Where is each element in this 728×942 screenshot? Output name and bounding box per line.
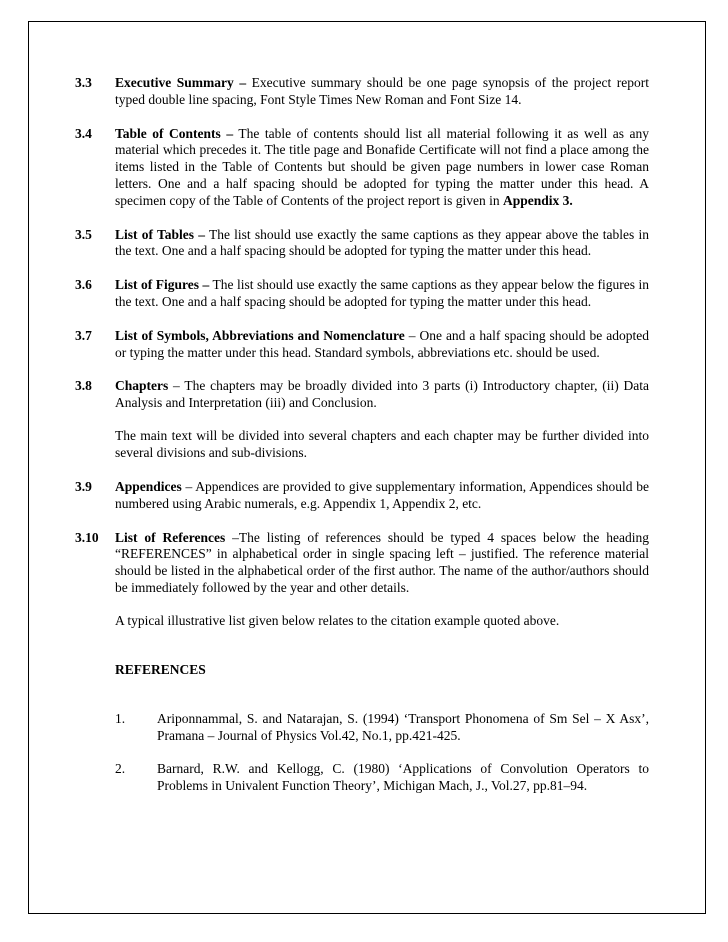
section-label: Chapters bbox=[115, 378, 169, 394]
section-paragraph bbox=[115, 378, 649, 412]
section-3-9 bbox=[75, 479, 649, 513]
section-number: 3.10 bbox=[75, 529, 99, 545]
document-content bbox=[75, 75, 649, 795]
section-body bbox=[115, 126, 649, 210]
section-number: 3.4 bbox=[75, 125, 92, 141]
section-number: 3.6 bbox=[75, 277, 92, 293]
section-3-8 bbox=[75, 378, 649, 462]
section-paragraph bbox=[115, 227, 649, 261]
section-paragraph bbox=[115, 530, 649, 597]
reference-item bbox=[115, 761, 649, 795]
section-text: – Appendices are provided to give supplementary information, Appendices should be numbered using Arabic numerals, e.g. Appendix 1, Appendix 2, etc. bbox=[115, 479, 649, 511]
section-body bbox=[115, 277, 649, 311]
section-paragraph bbox=[115, 277, 649, 311]
section-3-7 bbox=[75, 328, 649, 362]
section-paragraph bbox=[115, 328, 649, 362]
section-3-5 bbox=[75, 227, 649, 261]
section-text: – One and a half spacing should be adopted or typing the matter under this head. Standard symbols, abbreviations etc. should be used. bbox=[115, 327, 649, 360]
references-heading: REFERENCES bbox=[115, 662, 206, 678]
section-label: List of References bbox=[115, 529, 226, 545]
section-3-4 bbox=[75, 126, 649, 210]
section-number: 3.3 bbox=[75, 75, 92, 90]
section-text: – The chapters may be broadly divided into 3 parts (i) Introductory chapter, (ii) Data Analysis and Interpretation (iii) and Conclusion. bbox=[115, 378, 649, 411]
section-body bbox=[115, 378, 649, 462]
section-label: Executive Summary – bbox=[115, 75, 247, 90]
appendix-reference: Appendix 3. bbox=[502, 192, 573, 208]
section-3-6 bbox=[75, 277, 649, 311]
reference-text: Ariponnammal, S. and Natarajan, S. (1994) ‘Transport Phonomena of Sm Sel – X Asx’, Pramana – Journal of Physics Vol.42, No.1, pp.421-425. bbox=[157, 710, 649, 743]
reference-number: 1. bbox=[115, 710, 126, 726]
section-text: The list should use exactly the same captions as they appear below the figures in the text. One and a half spacing should be adopted for typing the matter under this head. bbox=[115, 277, 649, 309]
section-label: Table of Contents – bbox=[115, 125, 234, 141]
section-extra-paragraph: A typical illustrative list given below relates to the citation example quoted above. bbox=[115, 613, 560, 629]
section-paragraph bbox=[115, 126, 649, 210]
section-3-10 bbox=[75, 530, 649, 630]
section-3-3 bbox=[75, 75, 649, 109]
section-body bbox=[115, 479, 649, 513]
section-label: List of Figures – bbox=[115, 277, 210, 293]
reference-text: Barnard, R.W. and Kellogg, C. (1980) ‘Applications of Convolution Operators to Problems in Univalent Function Theory’, Michigan Mach, J., Vol.27, pp.81–94. bbox=[157, 761, 649, 793]
section-number: 3.7 bbox=[75, 327, 92, 343]
section-paragraph bbox=[115, 75, 649, 109]
section-paragraph bbox=[115, 479, 649, 513]
section-body bbox=[115, 328, 649, 362]
section-label: List of Tables – bbox=[115, 226, 205, 242]
section-text: Executive summary should be one page synopsis of the project report typed double line spacing, Font Style Times New Roman and Font Size 14. bbox=[115, 75, 649, 107]
reference-item bbox=[115, 711, 649, 745]
section-label: Appendices bbox=[115, 479, 182, 495]
section-number: 3.5 bbox=[75, 226, 92, 242]
section-body bbox=[115, 227, 649, 261]
section-extra-paragraph: The main text will be divided into several chapters and each chapter may be further divided into several divisions and sub-divisions. bbox=[115, 428, 649, 461]
section-text: The list should use exactly the same captions as they appear above the tables in the text. One and a half spacing should be adopted for typing the matter under this head. bbox=[115, 226, 650, 259]
reference-list bbox=[75, 711, 649, 795]
section-label: List of Symbols, Abbreviations and Nomenclature bbox=[115, 327, 405, 343]
section-number: 3.9 bbox=[75, 479, 92, 495]
section-text: The table of contents should list all material following it as well as any material which precedes it. The title page and Bonafide Certificate will not find a place among the items listed in the Table of Contents but should be given page numbers in lower case Roman letters. One and a half spacing should be adopted for typing the matter under this head. A specimen copy of the Table of Contents of the project report is given in bbox=[115, 125, 650, 208]
section-number: 3.8 bbox=[75, 378, 92, 394]
reference-number: 2. bbox=[115, 761, 126, 777]
section-text: –The listing of references should be typed 4 spaces below the heading “REFERENCES” in alphabetical order in single spacing left – justified. The reference material should be listed in the alphabetical order of the first author. The name of the author/authors should be immediately followed by the year and other details. bbox=[115, 529, 650, 596]
section-body bbox=[115, 75, 649, 109]
section-body bbox=[115, 530, 649, 630]
